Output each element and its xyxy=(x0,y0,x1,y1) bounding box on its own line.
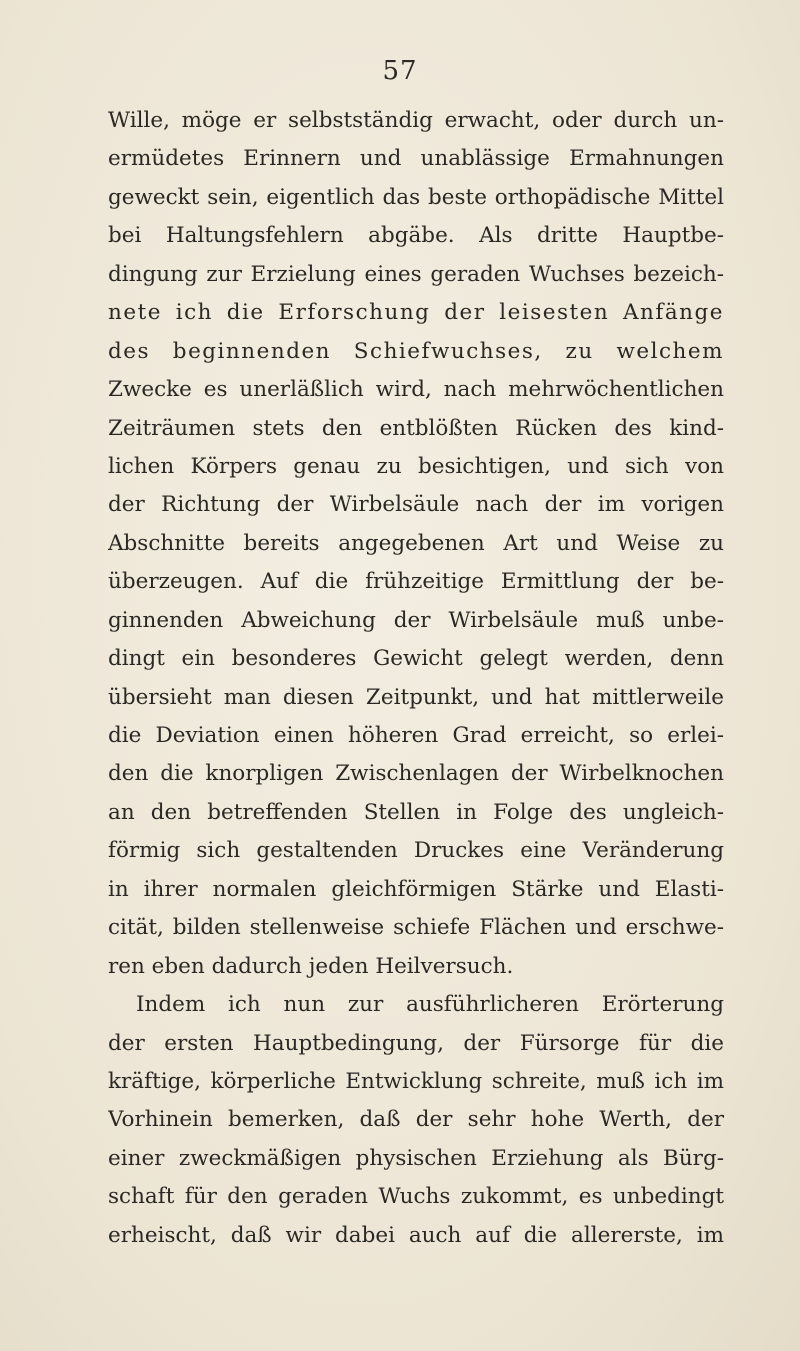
text-line: Zeiträumen stets den entblößten Rücken des kind- xyxy=(108,415,724,441)
text-line: Vorhinein bemerken, daß der sehr hohe Werth, der xyxy=(108,1107,724,1133)
text-line: den die knorpligen Zwischenlagen der Wirbelknochen xyxy=(108,761,724,787)
text-line: geweckt sein, eigentlich das beste orthopädische Mittel xyxy=(108,184,724,210)
text-line: förmig sich gestaltenden Druckes eine Veränderung xyxy=(108,838,724,864)
text-line: an den betreffenden Stellen in Folge des ungleich- xyxy=(108,799,724,825)
text-line: der ersten Hauptbedingung, der Fürsorge für die xyxy=(108,1030,724,1056)
text-line: kräftige, körperliche Entwicklung schreite, muß ich im xyxy=(108,1068,724,1094)
text-line: Indem ich nun zur ausführlicheren Erörterung xyxy=(136,992,724,1018)
text-line: übersieht man diesen Zeitpunkt, und hat mittlerweile xyxy=(108,684,724,710)
text-line: dingung zur Erzielung eines geraden Wuchses bezeich- xyxy=(108,261,724,287)
text-line: einer zweckmäßigen physischen Erziehung als Bürg- xyxy=(108,1145,724,1171)
text-line: die Deviation einen höheren Grad erreicht, so erlei- xyxy=(108,723,724,748)
text-line: Wille, möge er selbstständig erwacht, oder durch un- xyxy=(108,108,724,133)
text-line: dingt ein besonderes Gewicht gelegt werden, denn xyxy=(108,646,724,672)
body-text xyxy=(108,102,724,1255)
text-line: ren eben dadurch jeden Heilversuch. xyxy=(108,953,514,979)
text-line: ermüdetes Erinnern und unablässige Ermahnungen xyxy=(108,146,724,172)
text-line: bei Haltungsfehlern abgäbe. Als dritte Hauptbe- xyxy=(108,223,724,249)
page-number: 57 xyxy=(382,56,418,86)
text-line: der Richtung der Wirbelsäule nach der im vorigen xyxy=(108,492,724,518)
text-line: Zwecke es unerläßlich wird, nach mehrwöchentlichen xyxy=(108,377,724,403)
text-line: lichen Körpers genau zu besichtigen, und sich von xyxy=(108,453,724,479)
text-line: Abschnitte bereits angegebenen Art und Weise zu xyxy=(108,530,724,556)
text-line: des beginnenden Schiefwuchses, zu welchem xyxy=(108,338,724,364)
text-line: in ihrer normalen gleichförmigen Stärke und Elasti- xyxy=(108,876,724,902)
text-line: cität, bilden stellenweise schiefe Flächen und erschwe- xyxy=(108,915,724,941)
text-line: ginnenden Abweichung der Wirbelsäule muß unbe- xyxy=(108,607,724,633)
text-line: überzeugen. Auf die frühzeitige Ermittlung der be- xyxy=(108,569,724,595)
text-line: erheischt, daß wir dabei auch auf die allererste, im xyxy=(108,1222,724,1248)
text-line: nete ich die Erforschung der leisesten Anfänge xyxy=(108,300,724,326)
text-line: schaft für den geraden Wuchs zukommt, es unbedingt xyxy=(108,1184,724,1210)
